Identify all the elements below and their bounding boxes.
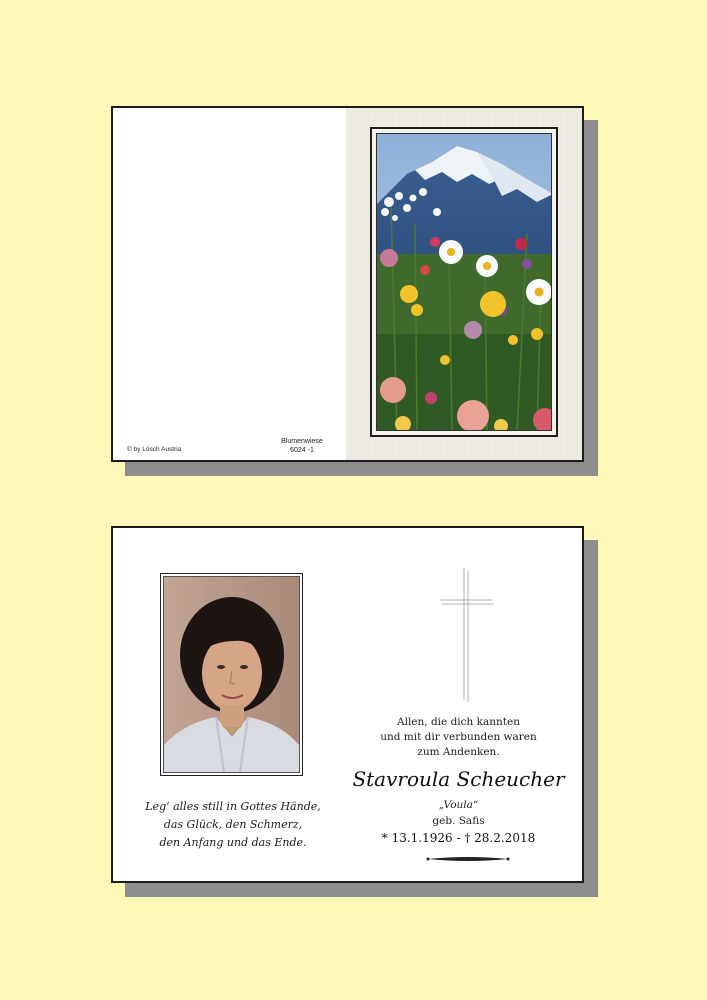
nickname: „Voula“: [438, 799, 479, 811]
show-through-name: [151, 370, 331, 382]
birth-name: geb. Safis: [432, 815, 485, 827]
verse-line: den Anfang und das Ende.: [159, 836, 307, 849]
verse: [133, 798, 333, 852]
portrait-photo: [163, 576, 300, 773]
dedication-line: Allen, die dich kannten: [397, 716, 520, 728]
copyright-note: © by Lösch Austria: [127, 446, 182, 453]
portrait-frame: [160, 573, 303, 776]
flower-meadow-image: [377, 134, 552, 431]
cross-icon: [438, 566, 494, 704]
photo-frame: [370, 127, 558, 437]
verse-line: Leg‘ alles still in Gottes Hände,: [145, 800, 321, 813]
dedication-line: zum Andenken.: [417, 746, 500, 758]
deceased-name: Stavroula Scheucher: [352, 767, 565, 791]
portrait-image: [164, 577, 299, 772]
model-name: Blumenwiese: [281, 438, 323, 445]
ornament-divider-icon: [426, 855, 510, 863]
show-through-text: [151, 301, 331, 337]
verse-line: das Glück, den Schmerz,: [163, 818, 303, 831]
outer-card: [111, 106, 584, 462]
flower-meadow-photo: [376, 133, 552, 431]
dedication-line: und mit dir verbunden waren: [380, 731, 537, 743]
dedication: [346, 715, 571, 760]
inner-card: [111, 526, 584, 883]
model-label: [277, 437, 327, 455]
photo-panel: [346, 108, 582, 460]
model-number: 6024 -1: [290, 447, 314, 454]
life-dates: * 13.1.1926 - † 28.2.2018: [381, 831, 536, 845]
